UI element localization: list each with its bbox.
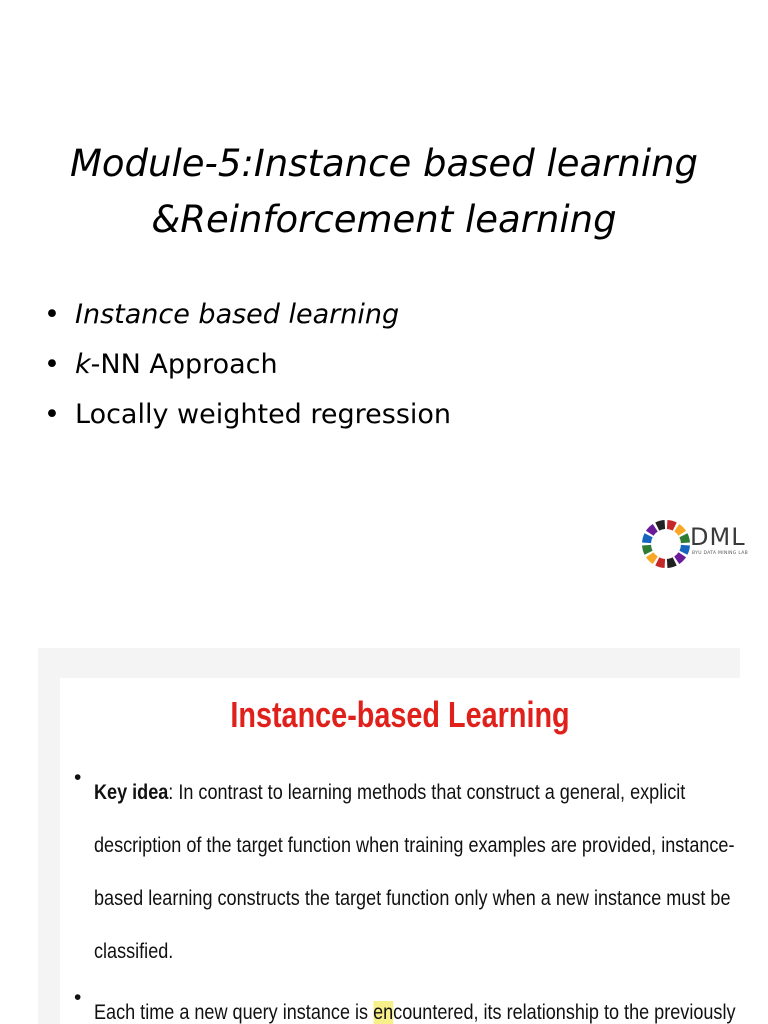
- logo-ring-segment: [683, 535, 685, 543]
- bullet-k-prefix: k: [75, 349, 91, 380]
- logo-ring-segment: [647, 545, 649, 553]
- title-line-2: &Reinforcement learning: [151, 198, 617, 241]
- text-span: Each time a new query instance is: [94, 1001, 374, 1024]
- logo-ring-segment: [650, 555, 656, 561]
- bullet-text: -NN Approach: [90, 349, 278, 380]
- logo-ring-segment: [650, 528, 656, 534]
- key-idea-label: Key idea: [94, 781, 169, 804]
- logo-ring-segment: [677, 528, 683, 534]
- bullet-item-key-idea: [74, 766, 740, 978]
- dml-logo-icon: [640, 518, 692, 570]
- bullet-item-query: [74, 986, 740, 1024]
- title-line-1: Module-5:Instance based learning: [69, 142, 699, 185]
- text-line: classified.: [94, 940, 174, 963]
- logo-ring-segment: [667, 561, 675, 563]
- logo-ring-segment: [677, 555, 683, 561]
- text-line: [94, 986, 736, 1024]
- bullet-dot: •: [74, 986, 82, 1009]
- bullet-list: [44, 290, 451, 440]
- logo-subtext: BYU DATA MINING LAB: [692, 551, 748, 556]
- bullet-dot: •: [44, 299, 60, 330]
- text-line: description of the target function when training examples are provided, instance-: [94, 834, 735, 857]
- logo-ring-segment: [657, 561, 665, 563]
- slide-2-title: Instance-based Learning: [230, 694, 570, 735]
- bullet-dot: •: [74, 766, 82, 789]
- dml-logo: [640, 518, 752, 570]
- bullet-text: Locally weighted regression: [75, 399, 452, 430]
- bullet-item: [44, 390, 451, 440]
- logo-text: DML: [690, 523, 746, 551]
- logo-ring-segment: [657, 525, 665, 527]
- text-span: : In contrast to learning methods that construct a general, explicit: [168, 781, 686, 804]
- logo-ring-segment: [667, 525, 675, 527]
- slide-title: [20, 136, 748, 248]
- bullet-item: [44, 290, 451, 340]
- bullet-dot: •: [44, 349, 60, 380]
- bullet-dot: •: [44, 399, 60, 430]
- text-span: countered, its relationship to the previously: [393, 1001, 736, 1024]
- bullet-item: [44, 340, 451, 390]
- logo-ring-segment: [647, 535, 649, 543]
- slide-2-preview: [38, 648, 740, 1024]
- slide-2-content: [60, 678, 740, 1024]
- logo-ring-segment: [683, 545, 685, 553]
- highlighted-text: en: [373, 1001, 394, 1024]
- text-line: based learning constructs the target function only when a new instance must be: [94, 887, 731, 910]
- text-line: [94, 766, 686, 819]
- bullet-text: Instance based learning: [75, 299, 400, 330]
- slide-2-bullet-list: [74, 766, 740, 1024]
